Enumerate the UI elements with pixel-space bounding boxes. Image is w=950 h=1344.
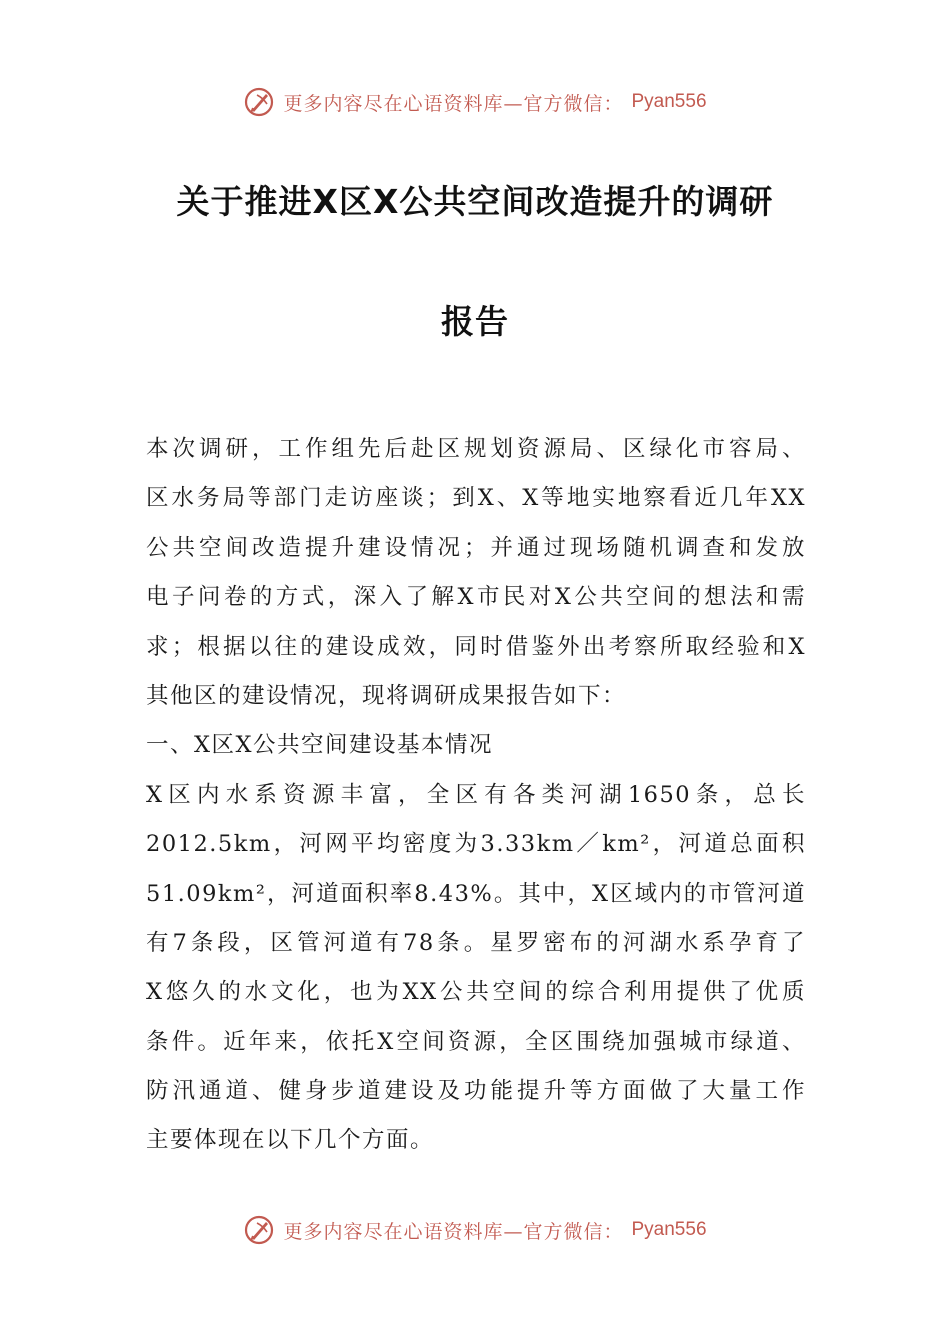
body-line: 防汛通道、健身步道建设及功能提升等方面做了大量工作 — [146, 1078, 806, 1105]
watermark-wechat-id: Pyan556 — [631, 91, 707, 112]
body-line: 51.09km²，河道面积率8.43%。其中，X区域内的市管河道 — [146, 880, 806, 907]
body-line: 其他区的建设情况，现将调研成果报告如下： — [146, 682, 627, 709]
body-line: 求；根据以往的建设成效，同时借鉴外出考察所取经验和X — [146, 633, 806, 660]
body-line: 有7条段，区管河道有78条。星罗密布的河湖水系孕育了 — [146, 929, 806, 956]
body-line: 条件。近年来，依托X空间资源，全区围绕加强城市绿道、 — [146, 1028, 806, 1055]
quill-logo-icon — [243, 86, 275, 118]
body-line: 区水务局等部门走访座谈；到X、X等地实地察看近几年XX — [146, 485, 806, 512]
watermark-footer — [0, 1210, 950, 1250]
body-line: X悠久的水文化，也为XX公共空间的综合利用提供了优质 — [146, 979, 806, 1006]
watermark-text: 更多内容尽在心语资料库—官方微信： — [283, 1220, 624, 1243]
document-title-line-1: 关于推进X区X公共空间改造提升的调研 — [176, 182, 774, 221]
body-line: 公共空间改造提升建设情况；并通过现场随机调查和发放 — [146, 534, 806, 561]
body-line: 本次调研，工作组先后赴区规划资源局、区绿化市容局、 — [146, 436, 806, 462]
body-line: 2012.5km，河网平均密度为3.33km／km²，河道总面积 — [146, 831, 806, 858]
body-line: 电子问卷的方式，深入了解X市民对X公共空间的想法和需 — [146, 584, 806, 611]
watermark-text: 更多内容尽在心语资料库—官方微信： — [283, 92, 624, 115]
section-heading: 一、X区X公共空间建设基本情况 — [146, 732, 494, 759]
document-title-line-2: 报告 — [441, 302, 509, 341]
quill-logo-icon — [243, 1214, 275, 1246]
watermark-header — [0, 82, 950, 122]
watermark-wechat-id: Pyan556 — [631, 1219, 707, 1240]
body-line: X区内水系资源丰富，全区有各类河湖1650条，总长 — [146, 781, 806, 808]
body-line: 主要体现在以下几个方面。 — [146, 1127, 435, 1154]
document-body — [146, 425, 806, 1166]
